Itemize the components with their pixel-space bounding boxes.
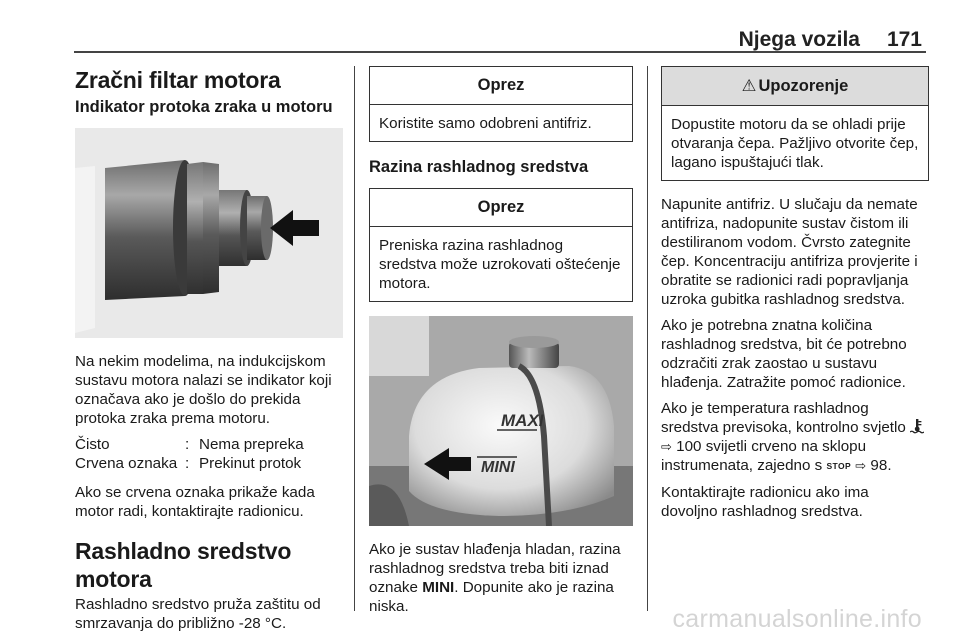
- paragraph-bleed-air: Ako je potrebna znatna količina rashladnog sredstva, bit će potrebno odzračiti zrak zaostao u sustavu hlađenja. Zatražite pomoć radionice.: [661, 317, 907, 391]
- page-number: 171: [886, 28, 922, 51]
- coolant-reservoir-figure: [369, 316, 633, 526]
- max-mark-label: MAXI: [501, 411, 544, 430]
- caution-heading: Oprez: [370, 189, 632, 227]
- caution-text: Preniska razina rashladnog sredstva može uzrokovati oštećenje motora.: [379, 237, 621, 292]
- status-value: Nema prepreka: [199, 436, 304, 453]
- page-reference: 100: [671, 438, 702, 455]
- page-reference-arrow-icon: ⇨: [661, 439, 672, 454]
- column-1: [75, 66, 343, 640]
- coolant-temperature-icon: [910, 419, 924, 434]
- text-span: . Dopunite ako je razina niska.: [369, 579, 614, 615]
- column-2: [369, 66, 633, 623]
- airflow-indicator-figure: [75, 128, 343, 338]
- indicator-status-table: [75, 435, 304, 473]
- running-header-title: Njega vozila: [738, 28, 860, 51]
- warning-text: Dopustite motoru da se ohladi prije otvaranja čepa. Pažljivo otvorite čep, lagano ispuštajući tlak.: [671, 116, 919, 171]
- section-title-coolant: Rashladno sredstvo motora: [75, 538, 292, 592]
- text-span: svijetli crveno na sklopu instrumenata, zajedno s: [661, 438, 867, 474]
- column-divider-1: [354, 66, 355, 611]
- bold-text-mini: MINI: [422, 579, 455, 596]
- paragraph-temperature-warning: [661, 399, 929, 476]
- column-3: [661, 66, 929, 528]
- status-label: Čisto: [75, 436, 110, 453]
- caution-text: Koristite samo odobreni antifriz.: [379, 115, 592, 132]
- column-divider-2: [647, 66, 648, 611]
- status-value: Prekinut protok: [199, 455, 302, 472]
- page-reference-arrow-icon: ⇨: [855, 458, 867, 473]
- caution-box-low-level: [369, 188, 633, 302]
- min-mark-label: MINI: [481, 459, 515, 476]
- coolant-reservoir-illustration: [369, 316, 633, 526]
- caution-heading: Oprez: [370, 67, 632, 105]
- airflow-indicator-illustration: [75, 128, 343, 338]
- warning-triangle-icon: ⚠: [741, 77, 757, 95]
- watermark: carmanualsonline.info: [672, 605, 922, 633]
- status-label: Crvena oznaka: [75, 455, 178, 472]
- paragraph-indicator-intro: Na nekim modelima, na indukcijskom sustavu motora nalazi se indikator koji označava ako je došlo do prekida protoka zraka prema motoru.: [75, 353, 332, 427]
- warning-heading: [662, 67, 928, 106]
- table-row: [75, 435, 304, 454]
- subtitle-coolant-level: Razina rashladnog sredstva: [369, 158, 589, 176]
- paragraph-coolant-cold-level: [369, 540, 633, 616]
- stop-indicator-icon: STOP: [826, 461, 852, 471]
- paragraph-contact-workshop: Kontaktirajte radionicu ako ima dovoljno rashladnog sredstva.: [661, 484, 869, 520]
- warning-box: [661, 66, 929, 181]
- status-separator: :: [185, 436, 190, 453]
- status-separator: :: [185, 455, 190, 472]
- paragraph-red-mark: Ako se crvena oznaka prikaže kada motor radi, kontaktirajte radionicu.: [75, 484, 315, 520]
- paragraph-coolant-protection: Rashladno sredstvo pruža zaštitu od smrzavanja do približno -28 °C.: [75, 596, 321, 632]
- caution-box-antifreeze: [369, 66, 633, 142]
- paragraph-fill-antifreeze: Napunite antifriz. U slučaju da nemate antifriza, nadopunite sustav čistom ili destiliranom vodom. Čvrsto zategnite čep. Koncentraciju antifriza provjerite i obratite se radionici radi popravljanja uzroka gubitka rashladnog sredstva.: [661, 196, 918, 308]
- text-span: Ako je temperatura rashladnog sredstva previsoka, kontrolno svjetlo: [661, 400, 911, 436]
- header-rule: [74, 51, 926, 53]
- text-span: Ako je sustav hlađenja hladan, razina rashladnog sredstva treba biti iznad oznake: [369, 541, 621, 596]
- table-row: [75, 454, 304, 473]
- subtitle-airflow-indicator: Indikator protoka zraka u motoru: [75, 98, 333, 116]
- section-title-air-filter: Zračni filtar motora: [75, 67, 281, 93]
- warning-heading-label: Upozorenje: [758, 77, 849, 95]
- page-reference: 98.: [866, 457, 892, 474]
